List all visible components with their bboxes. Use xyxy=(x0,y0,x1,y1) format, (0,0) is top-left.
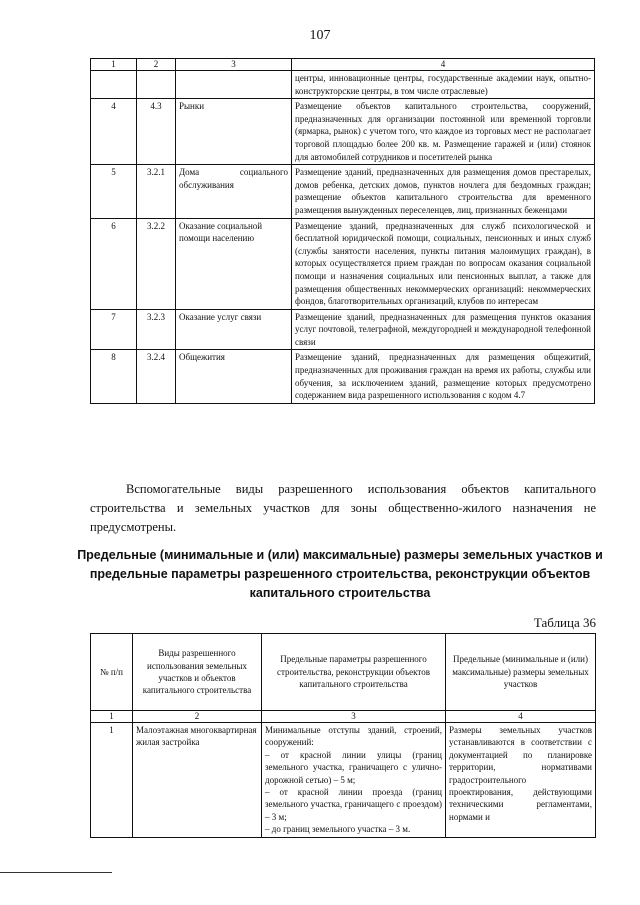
row-description: центры, инновационные центры, государственные академии наук, опытно-конструкторские центры, в том числе отраслевые) xyxy=(292,71,595,99)
table-row xyxy=(91,99,595,165)
section-heading: Предельные (минимальные и (или) максимальные) размеры земельных участков и предельные параметры разрешенного строительства, реконструкции объектов капитального строительства xyxy=(77,548,603,600)
table-index-row xyxy=(91,59,595,71)
column-header: № п/п xyxy=(91,634,133,711)
row-use-type: Малоэтажная многоквартирная жилая застройка xyxy=(133,723,262,838)
table-row xyxy=(91,723,596,838)
page-number: 107 xyxy=(309,28,331,43)
table-row xyxy=(91,350,595,403)
parameters-line: – до границ земельного участка – 3 м. xyxy=(265,824,411,835)
row-code: 4.3 xyxy=(137,99,176,165)
column-header: Предельные параметры разрешенного строительства, реконструкции объектов капитального строительства xyxy=(262,634,446,711)
row-parameters xyxy=(262,723,446,838)
row-description: Размещение зданий, предназначенных для служб психологической и бесплатной юридической помощи, социальных, пенсионных и иных служб (службы занятости населения, пункты питания малоимущих граждан), в которых осуществляется прием граждан по вопросам оказания социальной помощи и назначения социальных или пенсионных выплат, а также для размещения общественных некоммерческих организаций: некоммерческих фондов, благотворительных организаций, клубов по интересам xyxy=(292,218,595,309)
row-code: 3.2.1 xyxy=(137,165,176,218)
parameters-line: – от красной линии проезда (границ земельного участка, граничащего с проездом) – 3 м; xyxy=(265,787,442,822)
row-description: Размещение зданий, предназначенных для размещения домов престарелых, домов ребенка, детских домов, пунктов ночлега для бездомных граждан; размещение объектов капитального строительства для временного размещения вынужденных переселенцев, лиц, признанных беженцами xyxy=(292,165,595,218)
column-header: Предельные (минимальные и (или) максимальные) размеры земельных участков xyxy=(446,634,596,711)
auxiliary-uses-paragraph: Вспомогательные виды разрешенного использования объектов капитального строительства и земельных участков для зоны общественно-жилого назначения не предусмотрены. xyxy=(90,482,596,534)
row-code: 3.2.4 xyxy=(137,350,176,403)
index-cell: 2 xyxy=(133,711,262,723)
row-number xyxy=(91,71,137,99)
index-cell: 1 xyxy=(91,711,133,723)
footer-rule xyxy=(0,872,112,873)
table-label: Таблица 36 xyxy=(533,615,596,630)
index-cell: 3 xyxy=(176,59,292,71)
row-number: 8 xyxy=(91,350,137,403)
row-number: 7 xyxy=(91,309,137,350)
row-description: Размещение объектов капитального строительства, сооружений, предназначенных для организации постоянной или временной торговли (ярмарка, рынок) с учетом того, что каждое из торговых мест не располагает торговой площадью более 200 кв. м. Размещение гаражей и (или) стоянок для автомобилей сотрудников и посетителей рынка xyxy=(292,99,595,165)
row-name: Рынки xyxy=(176,99,292,165)
row-code xyxy=(137,71,176,99)
index-cell: 2 xyxy=(137,59,176,71)
row-name: Оказание услуг связи xyxy=(176,309,292,350)
row-name: Общежития xyxy=(176,350,292,403)
index-cell: 3 xyxy=(262,711,446,723)
row-code: 3.2.3 xyxy=(137,309,176,350)
row-name xyxy=(176,71,292,99)
parameters-line: – от красной линии улицы (границ земельного участка, граничащего с улично-дорожной сетью) – 5 м; xyxy=(265,749,442,785)
table-index-row xyxy=(91,711,596,723)
parameters-line: Минимальные отступы зданий, строений, сооружений: xyxy=(265,725,442,748)
row-description: Размещение зданий, предназначенных для размещения пунктов оказания услуг почтовой, телеграфной, междугородней и международной телефонной связи xyxy=(292,309,595,350)
land-use-table xyxy=(90,58,595,404)
row-number: 4 xyxy=(91,99,137,165)
table-row xyxy=(91,309,595,350)
row-plot-sizes: Размеры земельных участков устанавливаются в соответствии с документацией по планировке территории, нормативами градостроительного проектирования, действующими техническими регламентами, нормами и xyxy=(446,723,596,838)
column-header: Виды разрешенного использования земельных участков и объектов капитального строительства xyxy=(133,634,262,711)
table-row xyxy=(91,165,595,218)
row-name: Оказание социальной помощи населению xyxy=(176,218,292,309)
table-header-row xyxy=(91,634,596,711)
table-row xyxy=(91,218,595,309)
row-name: Дома социального обслуживания xyxy=(176,165,292,218)
row-number: 1 xyxy=(91,723,133,838)
index-cell: 4 xyxy=(292,59,595,71)
row-code: 3.2.2 xyxy=(137,218,176,309)
parameters-table xyxy=(90,633,596,838)
row-number: 5 xyxy=(91,165,137,218)
table-row xyxy=(91,71,595,99)
row-description: Размещение зданий, предназначенных для размещения общежитий, предназначенных для проживания граждан на время их работы, службы или обучения, за исключением зданий, размещение которых предусмотрено содержанием вида разрешенного использования с кодом 4.7 xyxy=(292,350,595,403)
index-cell: 4 xyxy=(446,711,596,723)
index-cell: 1 xyxy=(91,59,137,71)
row-number: 6 xyxy=(91,218,137,309)
